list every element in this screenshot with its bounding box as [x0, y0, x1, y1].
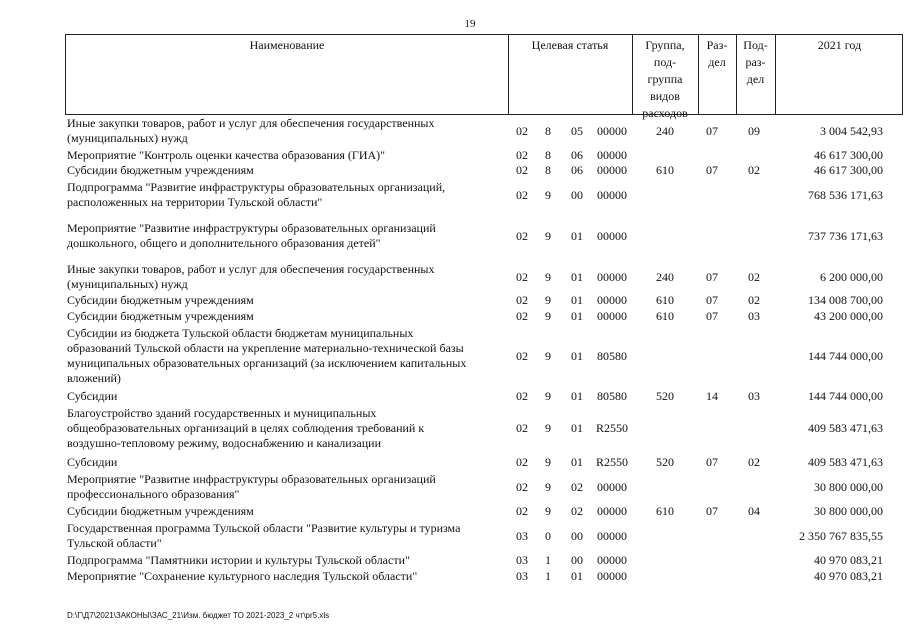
row-name-line: Субсидии бюджетным учреждениям	[67, 293, 254, 307]
cell-t1: 02	[516, 480, 528, 494]
cell-t3: 05	[571, 124, 583, 138]
cell-t4: 00000	[597, 148, 627, 162]
cell-rz: 07	[706, 270, 718, 284]
cell-t1: 02	[516, 504, 528, 518]
cell-amount: 6 200 000,00	[820, 270, 883, 284]
cell-t3: 01	[571, 270, 583, 284]
row-name-line: вложений)	[67, 371, 121, 385]
table-row	[0, 116, 905, 146]
cell-amount: 2 350 767 835,55	[799, 529, 883, 543]
table-row	[0, 455, 905, 470]
cell-amount: 30 800 000,00	[814, 480, 883, 494]
table-row	[0, 521, 905, 551]
row-name-line: общеобразовательных организаций в целях соблюдения требований к	[67, 421, 425, 435]
cell-amount: 768 536 171,63	[808, 188, 883, 202]
cell-t2: 1	[545, 553, 551, 567]
cell-t1: 02	[516, 421, 528, 435]
cell-prz: 02	[748, 270, 760, 284]
header-name: Наименование	[249, 38, 325, 52]
cell-amount: 46 617 300,00	[814, 163, 883, 177]
row-name	[67, 293, 507, 308]
cell-t1: 03	[516, 569, 528, 583]
cell-t4: 00000	[597, 229, 627, 243]
cell-amount: 40 970 083,21	[814, 553, 883, 567]
row-name-line: Иные закупки товаров, работ и услуг для обеспечения государственных	[67, 116, 435, 130]
table-row	[0, 293, 905, 308]
cell-prz: 02	[748, 293, 760, 307]
table-row	[0, 472, 905, 502]
cell-rz: 07	[706, 293, 718, 307]
cell-t2: 8	[545, 124, 551, 138]
cell-amount: 30 800 000,00	[814, 504, 883, 518]
cell-t4: R2550	[595, 455, 628, 469]
cell-t1: 02	[516, 309, 528, 323]
cell-rz: 07	[706, 163, 718, 177]
cell-t1: 02	[516, 293, 528, 307]
cell-amount: 409 583 471,63	[808, 455, 883, 469]
cell-grp: 240	[656, 124, 674, 138]
cell-grp: 610	[656, 293, 674, 307]
cell-t4: 80580	[597, 349, 627, 363]
row-name	[67, 116, 507, 146]
table-row	[0, 221, 905, 251]
cell-amount: 134 008 700,00	[808, 293, 883, 307]
row-name-line: Мероприятие "Сохранение культурного наследия Тульской области"	[67, 569, 418, 583]
cell-t3: 01	[571, 309, 583, 323]
row-name	[67, 221, 507, 251]
cell-t4: R2550	[595, 421, 628, 435]
cell-t4: 00000	[597, 124, 627, 138]
cell-amount: 46 617 300,00	[814, 148, 883, 162]
cell-grp: 520	[656, 455, 674, 469]
row-name-line: Мероприятие "Контроль оценки качества образования (ГИА)"	[67, 148, 386, 162]
cell-t4: 00000	[597, 163, 627, 177]
cell-prz: 02	[748, 163, 760, 177]
row-name-line: Мероприятие "Развитие инфраструктуры образовательных организаций	[67, 472, 436, 486]
row-name-line: Тульской области"	[67, 536, 162, 550]
cell-t1: 02	[516, 229, 528, 243]
cell-grp: 610	[656, 309, 674, 323]
cell-t4: 00000	[597, 188, 627, 202]
row-name	[67, 521, 507, 551]
cell-t2: 9	[545, 309, 551, 323]
cell-amount: 43 200 000,00	[814, 309, 883, 323]
row-name	[67, 180, 507, 210]
row-name-line: Иные закупки товаров, работ и услуг для обеспечения государственных	[67, 262, 435, 276]
cell-rz: 07	[706, 504, 718, 518]
cell-t2: 9	[545, 270, 551, 284]
cell-rz: 07	[706, 309, 718, 323]
row-name	[67, 163, 507, 178]
cell-rz: 07	[706, 124, 718, 138]
cell-t2: 9	[545, 504, 551, 518]
row-name-line: расположенных на территории Тульской области"	[67, 195, 323, 209]
cell-t2: 9	[545, 455, 551, 469]
header-section: Раз- дел	[706, 38, 728, 69]
table-row	[0, 504, 905, 519]
cell-t3: 01	[571, 229, 583, 243]
cell-t3: 01	[571, 421, 583, 435]
cell-t3: 00	[571, 188, 583, 202]
row-name	[67, 389, 507, 404]
row-name-line: Субсидии бюджетным учреждениям	[67, 309, 254, 323]
row-name	[67, 326, 507, 386]
row-name	[67, 406, 507, 451]
cell-t1: 02	[516, 455, 528, 469]
table-row	[0, 148, 905, 163]
row-name-line: Субсидии	[67, 455, 118, 469]
row-name	[67, 569, 507, 584]
table-row	[0, 389, 905, 404]
cell-t2: 8	[545, 148, 551, 162]
cell-prz: 04	[748, 504, 760, 518]
cell-t2: 0	[545, 529, 551, 543]
row-name-line: Мероприятие "Развитие инфраструктуры образовательных организаций	[67, 221, 436, 235]
cell-t4: 00000	[597, 270, 627, 284]
cell-t3: 00	[571, 529, 583, 543]
cell-t4: 00000	[597, 309, 627, 323]
cell-t2: 9	[545, 480, 551, 494]
cell-amount: 737 736 171,63	[808, 229, 883, 243]
row-name-line: Субсидии	[67, 389, 118, 403]
cell-amount: 144 744 000,00	[808, 349, 883, 363]
cell-t4: 80580	[597, 389, 627, 403]
cell-prz: 09	[748, 124, 760, 138]
row-name-line: дошкольного, общего и дополнительного образования детей"	[67, 236, 381, 250]
row-name	[67, 455, 507, 470]
table-row	[0, 180, 905, 210]
row-name-line: Подпрограмма "Развитие инфраструктуры образовательных организаций,	[67, 180, 446, 194]
cell-t3: 00	[571, 553, 583, 567]
table-row	[0, 406, 905, 451]
row-name-line: Субсидии бюджетным учреждениям	[67, 504, 254, 518]
cell-t2: 9	[545, 421, 551, 435]
row-name-line: Подпрограмма "Памятники истории и культуры Тульской области"	[67, 553, 410, 567]
row-name-line: Субсидии бюджетным учреждениям	[67, 163, 254, 177]
cell-t1: 02	[516, 188, 528, 202]
row-name-line: профессионального образования"	[67, 487, 240, 501]
cell-t3: 01	[571, 293, 583, 307]
cell-t3: 02	[571, 504, 583, 518]
cell-grp: 520	[656, 389, 674, 403]
cell-t2: 9	[545, 349, 551, 363]
cell-t3: 01	[571, 455, 583, 469]
cell-rz: 14	[706, 389, 718, 403]
cell-t2: 8	[545, 163, 551, 177]
table-header	[65, 34, 903, 120]
row-name	[67, 148, 507, 163]
cell-t3: 01	[571, 569, 583, 583]
cell-t1: 03	[516, 529, 528, 543]
row-name-line: Субсидии из бюджета Тульской области бюджетам муниципальных	[67, 326, 414, 340]
cell-t4: 00000	[597, 293, 627, 307]
row-name	[67, 309, 507, 324]
row-name	[67, 472, 507, 502]
cell-t2: 9	[545, 293, 551, 307]
table-row	[0, 553, 905, 568]
table-row	[0, 309, 905, 324]
cell-prz: 02	[748, 455, 760, 469]
cell-amount: 144 744 000,00	[808, 389, 883, 403]
header-target-article: Целевая статья	[531, 38, 609, 52]
cell-t4: 00000	[597, 480, 627, 494]
row-name	[67, 553, 507, 568]
cell-t4: 00000	[597, 504, 627, 518]
cell-grp: 610	[656, 504, 674, 518]
table-row	[0, 569, 905, 584]
row-name-line: муниципальных образовательных организаций (за исключением капитальных	[67, 356, 467, 370]
cell-t1: 02	[516, 148, 528, 162]
cell-grp: 240	[656, 270, 674, 284]
cell-amount: 409 583 471,63	[808, 421, 883, 435]
cell-t1: 02	[516, 349, 528, 363]
header-year: 2021 год	[817, 38, 862, 52]
cell-amount: 40 970 083,21	[814, 569, 883, 583]
row-name-line: Государственная программа Тульской области "Развитие культуры и туризма	[67, 521, 461, 535]
cell-t3: 02	[571, 480, 583, 494]
cell-t1: 02	[516, 389, 528, 403]
cell-t2: 1	[545, 569, 551, 583]
cell-t2: 9	[545, 188, 551, 202]
cell-t2: 9	[545, 389, 551, 403]
row-name	[67, 262, 507, 292]
row-name-line: (муниципальных) нужд	[67, 131, 188, 145]
row-name-line: образований Тульской области на укрепление материально-технической базы	[67, 341, 464, 355]
cell-t4: 00000	[597, 553, 627, 567]
cell-t3: 06	[571, 163, 583, 177]
table-row	[0, 163, 905, 178]
cell-t3: 01	[571, 389, 583, 403]
cell-amount: 3 004 542,93	[820, 124, 883, 138]
header-expense-group: Группа, под- группа видов расходов	[642, 38, 688, 120]
cell-t1: 02	[516, 270, 528, 284]
page-number: 19	[464, 18, 476, 30]
cell-rz: 07	[706, 455, 718, 469]
header-subsection: Под- раз- дел	[743, 38, 768, 86]
cell-t1: 02	[516, 163, 528, 177]
table-row	[0, 262, 905, 292]
cell-prz: 03	[748, 309, 760, 323]
cell-grp: 610	[656, 163, 674, 177]
cell-prz: 03	[748, 389, 760, 403]
cell-t4: 00000	[597, 529, 627, 543]
cell-t1: 03	[516, 553, 528, 567]
file-path-footer: D:\Г\Д7\2021\ЗАКОНЫ\ЗАС_21\Изм. бюджет ТО 2021-2023_2 чт\pr5.xls	[67, 611, 330, 620]
cell-t2: 9	[545, 229, 551, 243]
cell-t4: 00000	[597, 569, 627, 583]
cell-t3: 01	[571, 349, 583, 363]
row-name	[67, 504, 507, 519]
cell-t3: 06	[571, 148, 583, 162]
cell-t1: 02	[516, 124, 528, 138]
row-name-line: Благоустройство зданий государственных и муниципальных	[67, 406, 377, 420]
table-row	[0, 326, 905, 386]
row-name-line: воздушно-тепловому режиму, водоснабжению и канализации	[67, 436, 382, 450]
row-name-line: (муниципальных) нужд	[67, 277, 188, 291]
